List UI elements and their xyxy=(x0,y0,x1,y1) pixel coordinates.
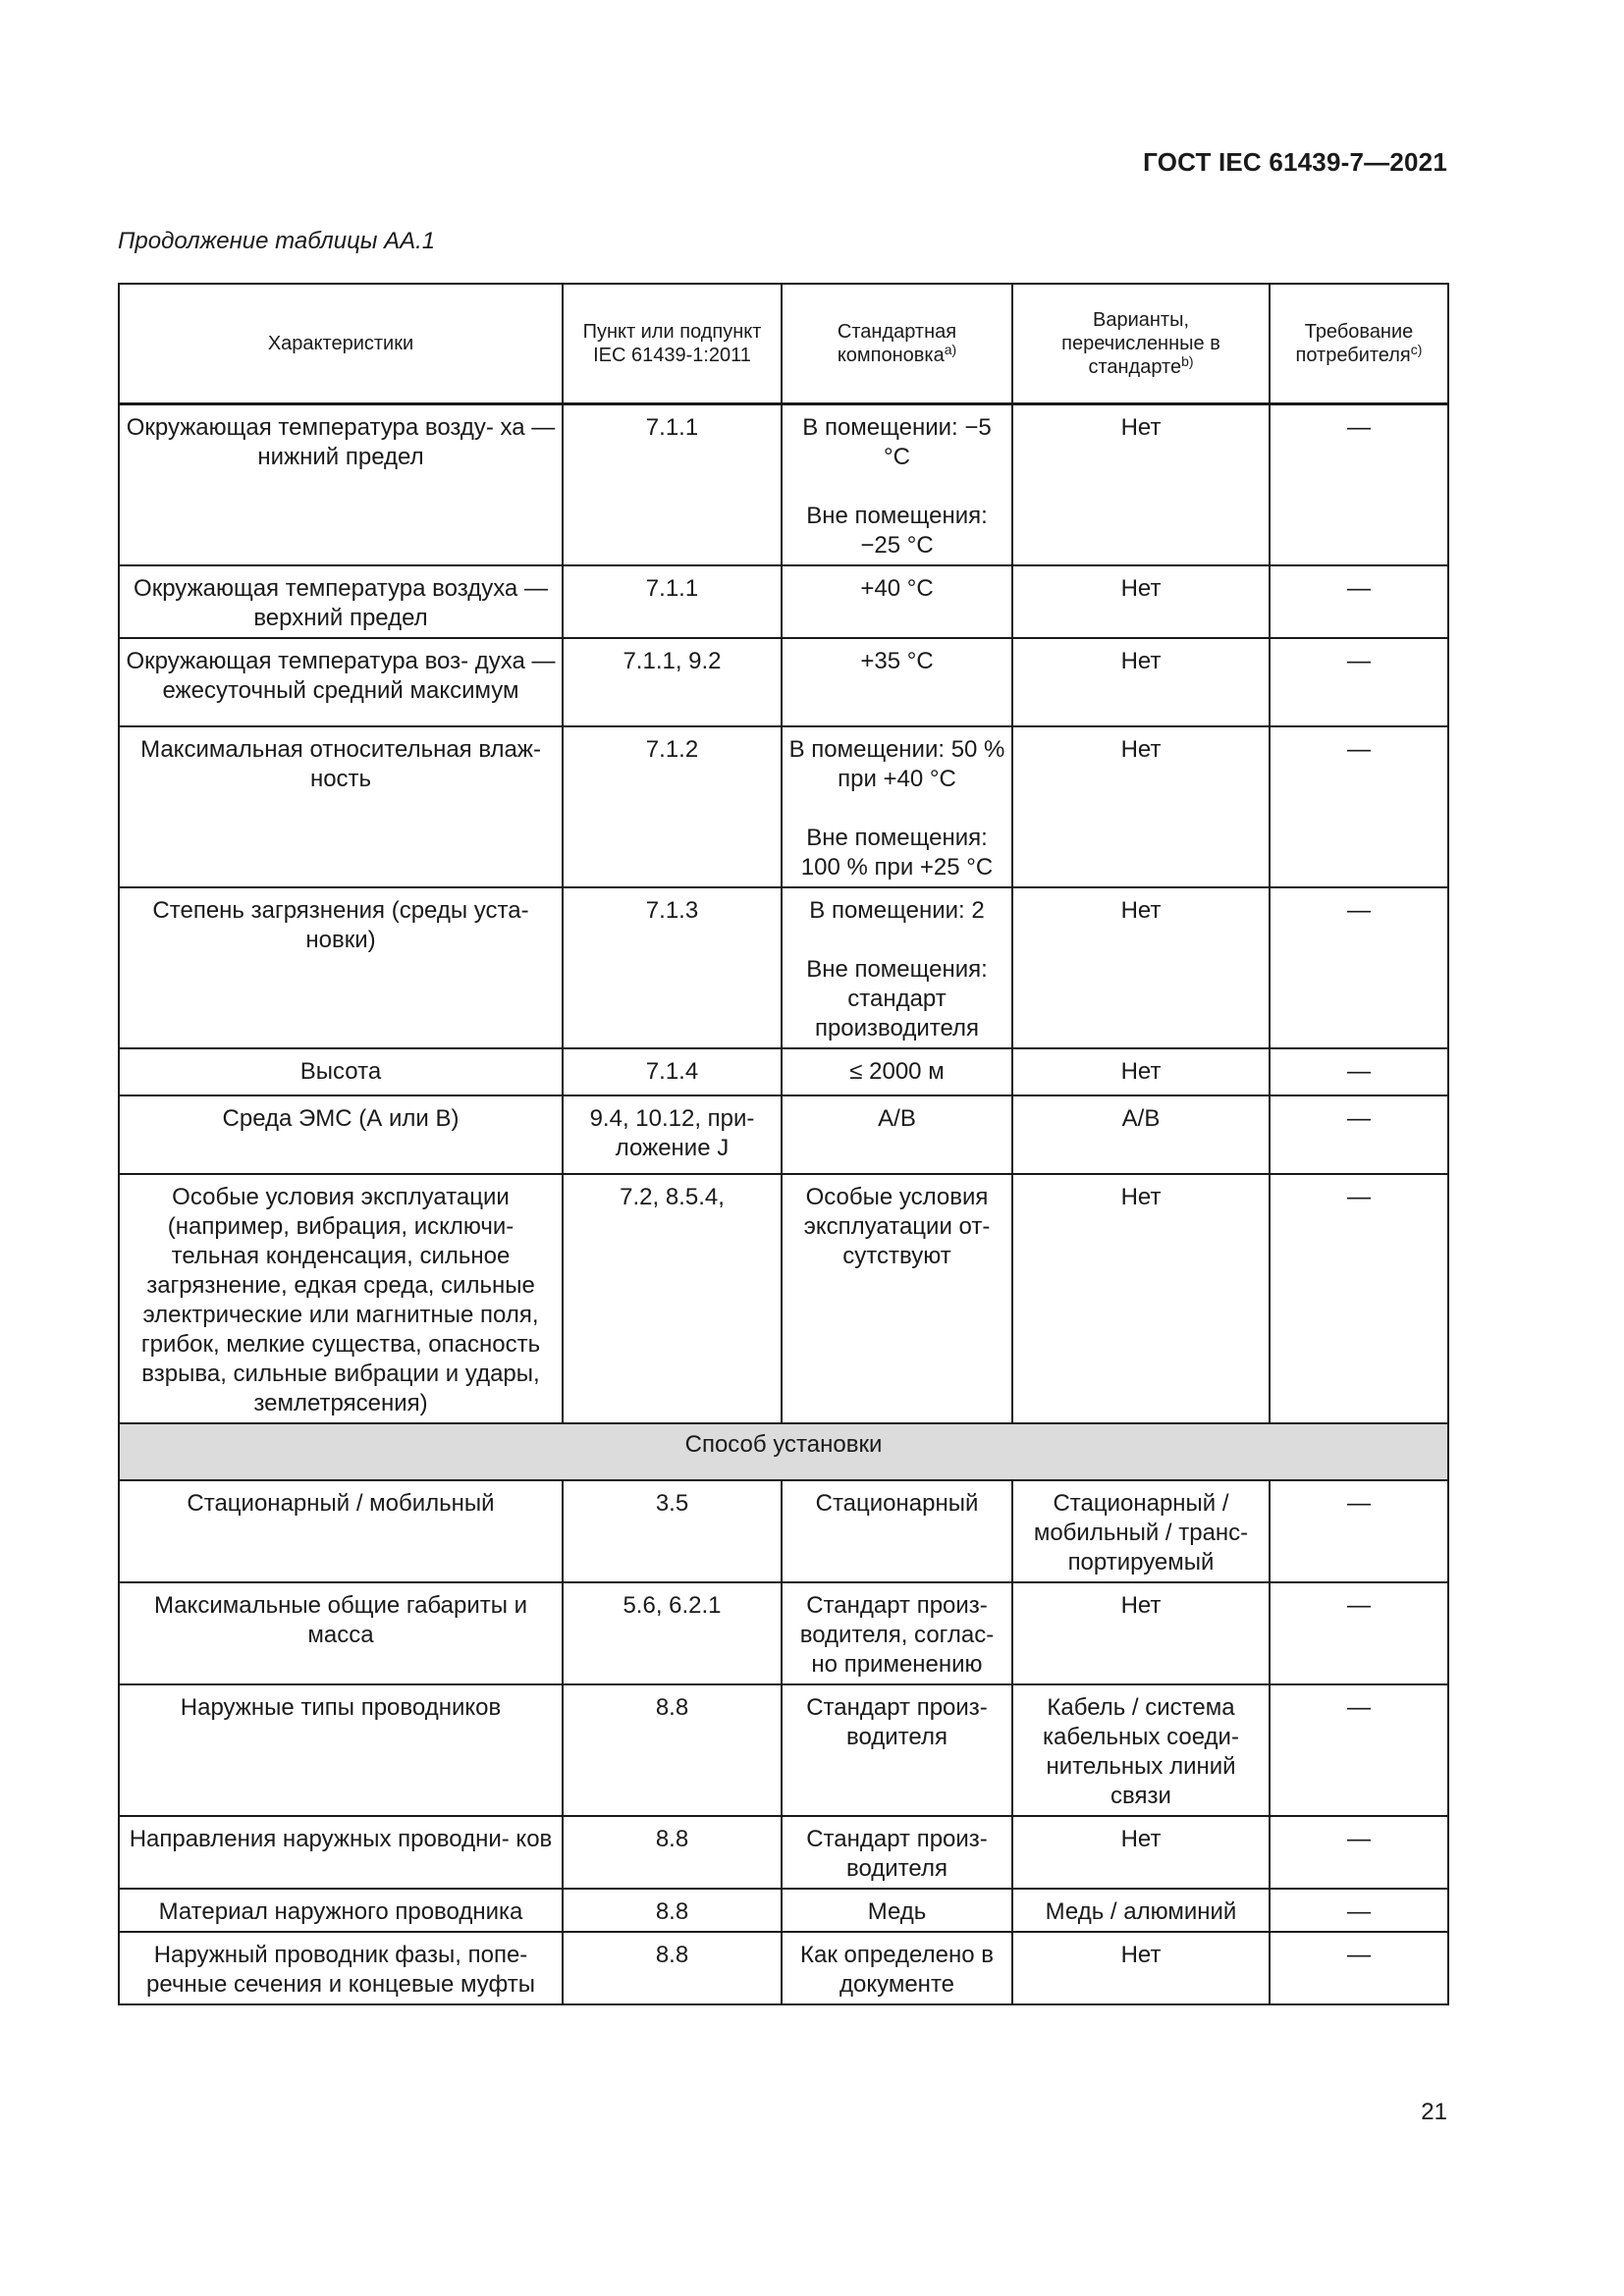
clause-cell xyxy=(563,726,782,887)
table-row xyxy=(119,887,1448,1048)
user-requirement-cell xyxy=(1270,638,1448,726)
options-cell xyxy=(1012,887,1270,1048)
cell-text: 9.4, 10.12, при- ложение J xyxy=(589,1105,755,1161)
user-requirement-cell xyxy=(1270,404,1448,566)
cell-text: Окружающая температура воз- духа — ежесуточный средний максимум xyxy=(126,648,556,704)
cell-text: Нет xyxy=(1120,414,1162,441)
characteristic-cell xyxy=(119,1095,563,1174)
cell-text: — xyxy=(1347,1184,1371,1210)
column-header-characteristics: Характеристики xyxy=(119,284,563,404)
cell-text: 7.1.1, 9.2 xyxy=(623,648,722,674)
cell-text: Высота xyxy=(299,1058,382,1085)
options-cell xyxy=(1012,1095,1270,1174)
cell-text: 8.8 xyxy=(655,1898,689,1925)
clause-cell xyxy=(563,638,782,726)
cell-text: Максимальная относительная влаж- ность xyxy=(140,736,541,792)
clause-cell xyxy=(563,1816,782,1889)
user-requirement-cell xyxy=(1270,887,1448,1048)
cell-text: Материал наружного проводника xyxy=(158,1898,523,1925)
cell-text: 7.1.3 xyxy=(645,897,699,924)
cell-text: Стационарный xyxy=(815,1490,979,1517)
cell-text: Нет xyxy=(1120,897,1162,924)
cell-text: — xyxy=(1347,1058,1371,1085)
cell-text: Вне помещения: стандарт производителя xyxy=(806,956,988,1041)
clause-cell xyxy=(563,1582,782,1684)
clause-cell xyxy=(563,1174,782,1423)
user-requirement-cell xyxy=(1270,1816,1448,1889)
table-header-row xyxy=(119,284,1448,404)
characteristic-cell xyxy=(119,565,563,638)
cell-text: Нет xyxy=(1120,1058,1162,1085)
cell-text: — xyxy=(1347,1105,1371,1132)
options-cell xyxy=(1012,638,1270,726)
clause-cell xyxy=(563,1048,782,1095)
cell-text: Нет xyxy=(1120,1184,1162,1210)
characteristic-cell xyxy=(119,1048,563,1095)
options-cell xyxy=(1012,1048,1270,1095)
standard-arrangement-cell xyxy=(782,1932,1012,2004)
table-caption: Продолжение таблицы АА.1 xyxy=(118,228,436,254)
standard-arrangement-cell xyxy=(782,404,1012,566)
cell-text: Нет xyxy=(1120,1826,1162,1852)
section-title: Способ установки xyxy=(119,1423,1448,1480)
table-row xyxy=(119,1048,1448,1095)
characteristic-cell xyxy=(119,1174,563,1423)
options-cell xyxy=(1012,1174,1270,1423)
characteristic-cell xyxy=(119,638,563,726)
cell-text: Кабель / система кабельных соеди- нительных линий связи xyxy=(1043,1694,1239,1809)
cell-text: — xyxy=(1347,414,1371,441)
standard-arrangement-cell xyxy=(782,638,1012,726)
cell-text: Нет xyxy=(1120,1592,1162,1619)
cell-text: — xyxy=(1347,1490,1371,1517)
column-header-options: Варианты, перечисленные в стандарте$^{b)}$ xyxy=(1012,284,1270,404)
table-row xyxy=(119,1480,1448,1582)
cell-text: 5.6, 6.2.1 xyxy=(623,1592,722,1619)
user-requirement-cell xyxy=(1270,726,1448,887)
cell-text: Стандарт произ- водителя xyxy=(806,1826,988,1882)
cell-text: Максимальные общие габариты и масса xyxy=(153,1592,528,1648)
cell-text: +40 °С xyxy=(860,575,934,602)
cell-text: — xyxy=(1347,1826,1371,1852)
cell-text: Стандарт произ- водителя, соглас- но применению xyxy=(799,1592,995,1678)
cell-text: Вне помещения: −25 °С xyxy=(806,503,988,559)
cell-text: ≤ 2000 м xyxy=(849,1058,945,1085)
column-header-user-requirement: Требование потребителя$^{c)}$ xyxy=(1270,284,1448,404)
cell-text: Нет xyxy=(1120,1942,1162,1968)
standard-arrangement-cell xyxy=(782,1582,1012,1684)
clause-cell xyxy=(563,565,782,638)
user-requirement-cell xyxy=(1270,1889,1448,1932)
cell-text: 8.8 xyxy=(655,1694,689,1721)
clause-cell xyxy=(563,404,782,566)
cell-text: — xyxy=(1347,1898,1371,1925)
characteristic-cell xyxy=(119,726,563,887)
characteristics-table xyxy=(118,283,1449,2005)
cell-text: Вне помещения: 100 % при +25 °С xyxy=(800,825,994,881)
standard-arrangement-cell xyxy=(782,565,1012,638)
cell-text: В помещении: −5 °С xyxy=(802,414,992,470)
characteristic-cell xyxy=(119,1480,563,1582)
standard-arrangement-cell xyxy=(782,1095,1012,1174)
standard-arrangement-cell xyxy=(782,1816,1012,1889)
cell-text: 7.1.2 xyxy=(645,736,699,763)
cell-text: Окружающая температура возду- ха — нижний предел xyxy=(126,414,556,470)
section-row xyxy=(119,1423,1448,1480)
cell-text: Нет xyxy=(1120,736,1162,763)
options-cell xyxy=(1012,1684,1270,1816)
user-requirement-cell xyxy=(1270,1048,1448,1095)
standard-arrangement-cell xyxy=(782,1048,1012,1095)
options-cell xyxy=(1012,1582,1270,1684)
standard-arrangement-cell xyxy=(782,887,1012,1048)
clause-cell xyxy=(563,1480,782,1582)
standard-arrangement-cell xyxy=(782,1480,1012,1582)
cell-text: Направления наружных проводни- ков xyxy=(129,1826,553,1852)
cell-text: 7.1.4 xyxy=(645,1058,699,1085)
cell-text: Среда ЭМС (А или В) xyxy=(222,1105,460,1132)
column-header-standard-arrangement: Стандартная компоновка$^{a)}$ xyxy=(782,284,1012,404)
standard-arrangement-cell xyxy=(782,1889,1012,1932)
table-body xyxy=(119,404,1448,2005)
document-header: ГОСТ IEC 61439-7—2021 xyxy=(1143,147,1447,177)
table-row xyxy=(119,1889,1448,1932)
cell-text: Особые условия эксплуатации (например, вибрация, исключи- тельная конденсация, сильное загрязнение, едкая среда, сильные электрические или магнитные поля, грибок, мелкие существа, опасность взрыва, сильные вибрации и удары, землетрясения) xyxy=(140,1184,541,1416)
characteristic-cell xyxy=(119,1889,563,1932)
user-requirement-cell xyxy=(1270,1174,1448,1423)
cell-text: Нет xyxy=(1120,575,1162,602)
characteristic-cell xyxy=(119,1816,563,1889)
cell-text: — xyxy=(1347,1694,1371,1721)
table-row xyxy=(119,565,1448,638)
table-row xyxy=(119,1174,1448,1423)
cell-text: Стандарт произ- водителя xyxy=(806,1694,988,1750)
clause-cell xyxy=(563,1889,782,1932)
table-row xyxy=(119,638,1448,726)
cell-text: 3.5 xyxy=(655,1490,689,1517)
cell-text: Степень загрязнения (среды уста- новки) xyxy=(152,897,529,953)
table-row xyxy=(119,1932,1448,2004)
user-requirement-cell xyxy=(1270,1480,1448,1582)
user-requirement-cell xyxy=(1270,565,1448,638)
cell-text: — xyxy=(1347,1592,1371,1619)
cell-text: 8.8 xyxy=(655,1826,689,1852)
cell-text: — xyxy=(1347,575,1371,602)
cell-text: 7.2, 8.5.4, xyxy=(620,1184,725,1210)
column-header-clause: Пункт или подпункт IEC 61439-1:2011 xyxy=(563,284,782,404)
user-requirement-cell xyxy=(1270,1932,1448,2004)
cell-text: 7.1.1 xyxy=(645,414,699,441)
options-cell xyxy=(1012,1816,1270,1889)
cell-text: Наружный проводник фазы, попе- речные сечения и концевые муфты xyxy=(146,1942,535,1998)
table-row xyxy=(119,1816,1448,1889)
characteristic-cell xyxy=(119,404,563,566)
cell-text: — xyxy=(1347,648,1371,674)
options-cell xyxy=(1012,565,1270,638)
cell-text: Как определено в документе xyxy=(800,1942,994,1998)
clause-cell xyxy=(563,1684,782,1816)
clause-cell xyxy=(563,1095,782,1174)
characteristic-cell xyxy=(119,1932,563,2004)
table-row xyxy=(119,1684,1448,1816)
characteristic-cell xyxy=(119,887,563,1048)
cell-text: Наружные типы проводников xyxy=(180,1694,502,1721)
cell-text: Стационарный / мобильный xyxy=(187,1490,495,1517)
cell-text: — xyxy=(1347,897,1371,924)
options-cell xyxy=(1012,1932,1270,2004)
clause-cell xyxy=(563,1932,782,2004)
cell-text: В помещении: 50 % при +40 °С xyxy=(788,736,1005,792)
cell-text: 8.8 xyxy=(655,1942,689,1968)
cell-text: Окружающая температура воздуха — верхний предел xyxy=(134,575,548,631)
user-requirement-cell xyxy=(1270,1582,1448,1684)
options-cell xyxy=(1012,726,1270,887)
user-requirement-cell xyxy=(1270,1095,1448,1174)
cell-text: Нет xyxy=(1120,648,1162,674)
options-cell xyxy=(1012,1889,1270,1932)
user-requirement-cell xyxy=(1270,1684,1448,1816)
table-row xyxy=(119,404,1448,566)
cell-text: — xyxy=(1347,736,1371,763)
cell-text: А/В xyxy=(878,1105,916,1132)
table-row xyxy=(119,1582,1448,1684)
cell-text: А/В xyxy=(1121,1105,1161,1132)
cell-text: +35 °С xyxy=(860,648,934,674)
page-number: 21 xyxy=(1421,2099,1447,2125)
characteristic-cell xyxy=(119,1684,563,1816)
table-row xyxy=(119,726,1448,887)
standard-arrangement-cell xyxy=(782,1174,1012,1423)
cell-text: Медь / алюминий xyxy=(1045,1898,1237,1925)
cell-text: 7.1.1 xyxy=(645,575,699,602)
clause-cell xyxy=(563,887,782,1048)
table-row xyxy=(119,1095,1448,1174)
cell-text: В помещении: 2 xyxy=(809,897,985,924)
cell-text: — xyxy=(1347,1942,1371,1968)
cell-text: Особые условия эксплуатации от- сутствуют xyxy=(803,1184,991,1269)
cell-text: Медь xyxy=(867,1898,927,1925)
options-cell xyxy=(1012,1480,1270,1582)
options-cell xyxy=(1012,404,1270,566)
standard-arrangement-cell xyxy=(782,1684,1012,1816)
cell-text: Стационарный / мобильный / транс- портируемый xyxy=(1033,1490,1249,1575)
characteristic-cell xyxy=(119,1582,563,1684)
standard-arrangement-cell xyxy=(782,726,1012,887)
